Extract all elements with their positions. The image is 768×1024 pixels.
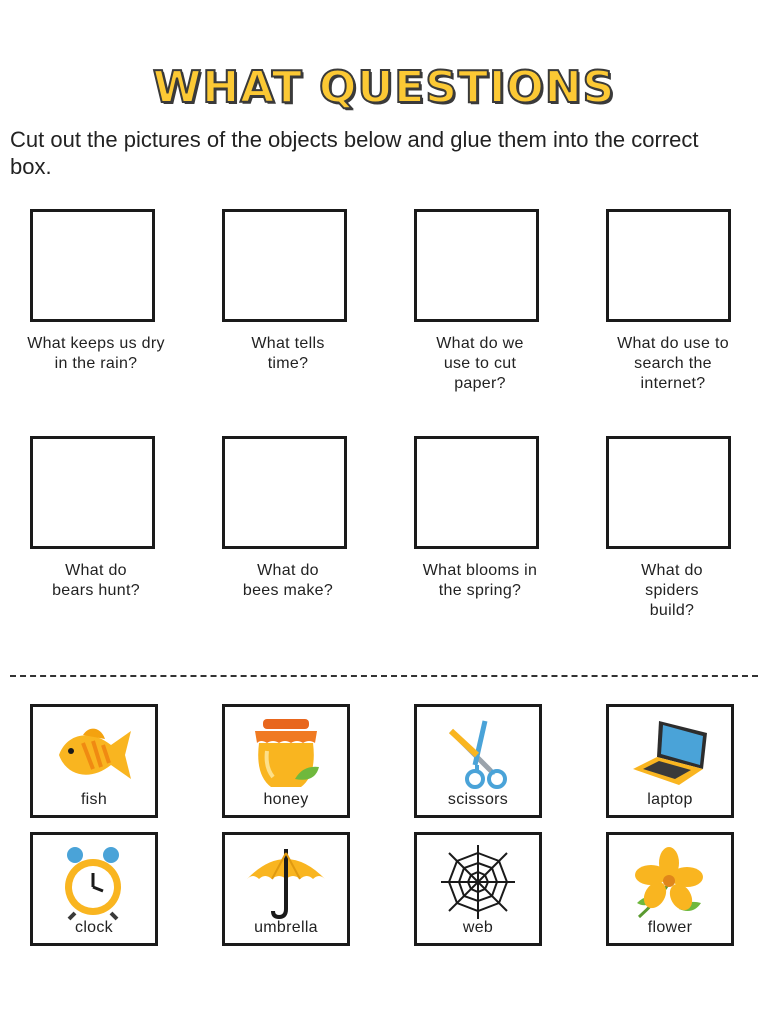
- picture-label: umbrella: [254, 919, 318, 936]
- picture-card-laptop[interactable]: [606, 704, 734, 818]
- picture-label: web: [462, 919, 494, 936]
- picture-card-umbrella[interactable]: [222, 832, 350, 946]
- umbrella-icon: [245, 843, 327, 921]
- honey-jar-icon: [245, 715, 327, 793]
- answer-box-2[interactable]: [222, 209, 347, 322]
- question-label: What do bees make?: [242, 562, 334, 599]
- picture-label: laptop: [647, 791, 693, 808]
- picture-label: clock: [75, 919, 113, 936]
- question-label: What keeps us dry in the rain?: [27, 335, 165, 372]
- cut-line: [10, 675, 758, 677]
- question-label: What tells time?: [251, 335, 325, 372]
- answer-box-1[interactable]: [30, 209, 155, 322]
- answer-box-7[interactable]: [414, 436, 539, 549]
- alarm-clock-icon: [53, 843, 135, 921]
- picture-card-web[interactable]: [414, 832, 542, 946]
- laptop-icon: [629, 715, 711, 793]
- picture-card-honey[interactable]: [222, 704, 350, 818]
- answer-box-8[interactable]: [606, 436, 731, 549]
- picture-card-flower[interactable]: [606, 832, 734, 946]
- answer-box-5[interactable]: [30, 436, 155, 549]
- picture-card-fish[interactable]: [30, 704, 158, 818]
- picture-label: scissors: [447, 791, 509, 808]
- question-label: What do spiders build?: [641, 562, 703, 619]
- picture-label: honey: [263, 791, 309, 808]
- question-label: What do we use to cut paper?: [436, 335, 524, 392]
- answer-box-6[interactable]: [222, 436, 347, 549]
- question-label: What do use to search the internet?: [617, 335, 729, 392]
- spider-web-icon: [437, 843, 519, 921]
- picture-card-clock[interactable]: [30, 832, 158, 946]
- flower-icon: [629, 843, 711, 921]
- picture-card-scissors[interactable]: [414, 704, 542, 818]
- page-title: WHAT QUESTIONS: [152, 62, 616, 113]
- fish-icon: [53, 715, 135, 793]
- instructions: Cut out the pictures of the objects below and glue them into the correct box.: [10, 127, 699, 179]
- question-label: What do bears hunt?: [52, 562, 140, 599]
- picture-label: fish: [80, 791, 108, 808]
- answer-box-3[interactable]: [414, 209, 539, 322]
- scissors-icon: [437, 715, 519, 793]
- answer-box-4[interactable]: [606, 209, 731, 322]
- question-label: What blooms in the spring?: [422, 562, 538, 599]
- picture-label: flower: [647, 919, 693, 936]
